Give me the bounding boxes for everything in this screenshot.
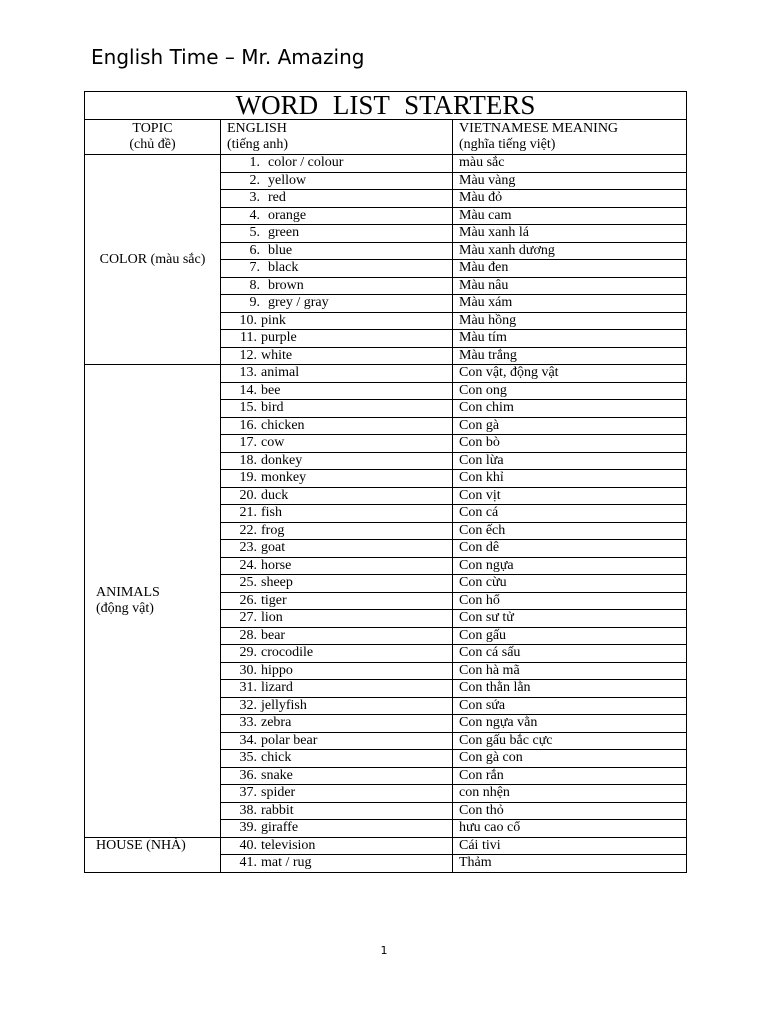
word-number: 25. [239,575,257,591]
english-word: purple [261,330,297,346]
english-word-cell [221,382,453,400]
english-word-cell [221,487,453,505]
vietnamese-meaning-cell: Màu xanh lá [453,225,687,243]
vietnamese-meaning-cell: Con gà con [453,750,687,768]
vietnamese-meaning-cell: Con sư tử [453,610,687,628]
word-number: 39. [239,820,257,836]
english-word-cell [221,312,453,330]
english-word: horse [261,557,292,573]
english-word: grey / gray [268,295,329,311]
english-word: polar bear [261,732,318,748]
english-word-cell [221,155,453,173]
column-header-topic [85,120,221,155]
english-word: fish [261,505,282,521]
english-word-cell [221,277,453,295]
english-word-cell [221,242,453,260]
vietnamese-meaning-cell: Con vịt [453,487,687,505]
word-number: 9. [249,295,260,311]
word-number: 17. [239,435,257,451]
vietnamese-meaning-cell: Thảm [453,855,687,873]
topic-label: COLOR (màu sắc) [99,251,206,267]
word-number: 16. [239,417,257,433]
english-word: orange [268,207,307,223]
english-word: donkey [261,452,303,468]
topic-cell [85,837,221,872]
english-word: duck [261,487,289,503]
english-word: color / colour [268,155,344,171]
english-word-cell [221,697,453,715]
english-word: bee [261,382,281,398]
vietnamese-meaning-cell: Con rắn [453,767,687,785]
english-word-cell [221,802,453,820]
english-word: white [261,347,293,363]
vietnamese-meaning-cell: Con cá sấu [453,645,687,663]
word-number: 31. [239,680,257,696]
word-number: 35. [239,750,257,766]
word-number: 24. [239,557,257,573]
word-number: 13. [239,365,257,381]
english-word: pink [261,312,286,328]
vietnamese-meaning-cell: Con dê [453,540,687,558]
vietnamese-meaning-cell: Con sứa [453,697,687,715]
english-word-cell [221,522,453,540]
english-word: chicken [261,417,305,433]
english-word-cell [221,190,453,208]
english-word: animal [261,365,300,381]
vietnamese-meaning-cell: Màu trắng [453,347,687,365]
table-row [85,365,687,383]
word-number: 7. [249,260,260,276]
vietnamese-meaning-cell: Màu cam [453,207,687,225]
word-number: 29. [239,645,257,661]
english-word-cell [221,225,453,243]
column-header-topic-line1: TOPIC [132,121,173,136]
page-number: 1 [380,944,388,957]
english-word-cell [221,260,453,278]
english-word: bear [261,627,286,643]
word-number: 12. [239,347,257,363]
word-number: 3. [249,190,260,206]
vietnamese-meaning-cell: Con cá [453,505,687,523]
vietnamese-meaning-cell: con nhện [453,785,687,803]
vietnamese-meaning-cell: Con thằn lằn [453,680,687,698]
word-number: 11. [240,330,257,346]
vietnamese-meaning-cell: Màu hồng [453,312,687,330]
english-word-cell [221,610,453,628]
vietnamese-meaning-cell: Màu nâu [453,277,687,295]
word-number: 10. [239,312,257,328]
english-word: cow [261,435,285,451]
column-header-english [221,120,453,155]
column-header-row [85,120,687,155]
word-number: 4. [249,207,260,223]
english-word-cell [221,557,453,575]
english-word-cell [221,837,453,855]
english-word: spider [261,785,296,801]
english-word-cell [221,592,453,610]
english-word: zebra [261,715,292,731]
document-header: English Time – Mr. Amazing [91,45,365,69]
word-number: 38. [239,802,257,818]
english-word-cell [221,347,453,365]
vietnamese-meaning-cell: Con hà mã [453,662,687,680]
english-word: crocodile [261,645,314,661]
word-number: 8. [249,277,260,293]
vietnamese-meaning-cell: Con ong [453,382,687,400]
english-word: frog [261,522,285,538]
topic-label: HOUSE (NHÀ) [96,837,186,853]
english-word: yellow [268,172,307,188]
topic-label: ANIMALS [96,584,160,600]
english-word: goat [261,540,286,556]
english-word: black [268,260,299,276]
word-number: 22. [239,522,257,538]
vietnamese-meaning-cell: Con gà [453,417,687,435]
vietnamese-meaning-cell: Con ngựa [453,557,687,575]
english-word: brown [268,277,304,293]
english-word: green [268,225,300,241]
vietnamese-meaning-cell: Màu xanh dương [453,242,687,260]
vietnamese-meaning-cell: Con lừa [453,452,687,470]
word-number: 36. [239,767,257,783]
english-word-cell [221,400,453,418]
english-word-cell [221,435,453,453]
word-number: 1. [249,155,260,171]
english-word-cell [221,750,453,768]
column-header-vietnamese-line2: (nghĩa tiếng việt) [459,137,556,152]
english-word: red [268,190,286,206]
english-word-cell [221,417,453,435]
vietnamese-meaning-cell: Màu xám [453,295,687,313]
english-word: snake [261,767,293,783]
english-word-cell [221,575,453,593]
vietnamese-meaning-cell: Con gấu [453,627,687,645]
word-number: 30. [239,662,257,678]
topic-label: (động vật) [96,600,154,616]
english-word-cell [221,820,453,838]
english-word: giraffe [261,820,299,836]
word-number: 41. [239,855,257,871]
column-header-vietnamese [453,120,687,155]
topic-cell [85,155,221,365]
word-number: 20. [239,487,257,503]
vietnamese-meaning-cell: hưu cao cổ [453,820,687,838]
vietnamese-meaning-cell: Màu vàng [453,172,687,190]
vietnamese-meaning-cell: Con gấu bắc cực [453,732,687,750]
english-word-cell [221,662,453,680]
topic-cell [85,365,221,838]
vietnamese-meaning-cell: Con khỉ [453,470,687,488]
word-number: 26. [239,592,257,608]
vietnamese-meaning-cell: Màu tím [453,330,687,348]
word-number: 14. [239,382,257,398]
english-word: rabbit [261,802,294,818]
vietnamese-meaning-cell: màu sắc [453,155,687,173]
english-word-cell [221,295,453,313]
word-number: 15. [239,400,257,416]
english-word-cell [221,505,453,523]
vietnamese-meaning-cell: Con ngựa vằn [453,715,687,733]
english-word-cell [221,627,453,645]
vietnamese-meaning-cell: Con vật, động vật [453,365,687,383]
word-number: 37. [239,785,257,801]
english-word-cell [221,715,453,733]
english-word-cell [221,855,453,873]
word-number: 5. [249,225,260,241]
english-word-cell [221,645,453,663]
word-number: 28. [239,627,257,643]
vietnamese-meaning-cell: Con hổ [453,592,687,610]
english-word: lion [261,610,283,626]
word-number: 6. [249,242,260,258]
vietnamese-meaning-cell: Con bò [453,435,687,453]
vietnamese-meaning-cell: Con cừu [453,575,687,593]
english-word: bird [261,400,284,416]
english-word: monkey [261,470,307,486]
english-word: tiger [261,592,287,608]
vietnamese-meaning-cell: Màu đỏ [453,190,687,208]
column-header-english-line1: ENGLISH [227,121,287,136]
english-word: jellyfish [261,697,307,713]
english-word-cell [221,172,453,190]
english-word-cell [221,330,453,348]
table-row [85,837,687,855]
vietnamese-meaning-cell: Con thỏ [453,802,687,820]
word-number: 21. [239,505,257,521]
word-number: 33. [239,715,257,731]
word-number: 23. [239,540,257,556]
column-header-vietnamese-line1: VIETNAMESE MEANING [459,121,619,136]
english-word-cell [221,540,453,558]
english-word-cell [221,452,453,470]
english-word: hippo [261,662,293,678]
english-word-cell [221,732,453,750]
column-header-topic-line2: (chủ đề) [129,137,176,152]
english-word-cell [221,785,453,803]
english-word-cell [221,207,453,225]
vietnamese-meaning-cell: Cái tivi [453,837,687,855]
english-word: chick [261,750,292,766]
column-header-english-line2: (tiếng anh) [227,137,289,152]
english-word: television [261,837,316,853]
word-number: 19. [239,470,257,486]
word-number: 2. [249,172,260,188]
english-word: lizard [261,680,293,696]
word-list-table [84,91,687,873]
word-number: 18. [239,452,257,468]
english-word: blue [268,242,293,258]
english-word-cell [221,365,453,383]
english-word-cell [221,680,453,698]
vietnamese-meaning-cell: Màu đen [453,260,687,278]
english-word-cell [221,470,453,488]
word-number: 32. [239,697,257,713]
english-word: mat / rug [261,855,312,871]
english-word: sheep [261,575,293,591]
table-title: WORD LIST STARTERS [85,92,687,120]
vietnamese-meaning-cell: Con chim [453,400,687,418]
word-number: 34. [239,732,257,748]
vietnamese-meaning-cell: Con ếch [453,522,687,540]
english-word-cell [221,767,453,785]
word-number: 40. [239,837,257,853]
word-number: 27. [239,610,257,626]
table-row [85,155,687,173]
